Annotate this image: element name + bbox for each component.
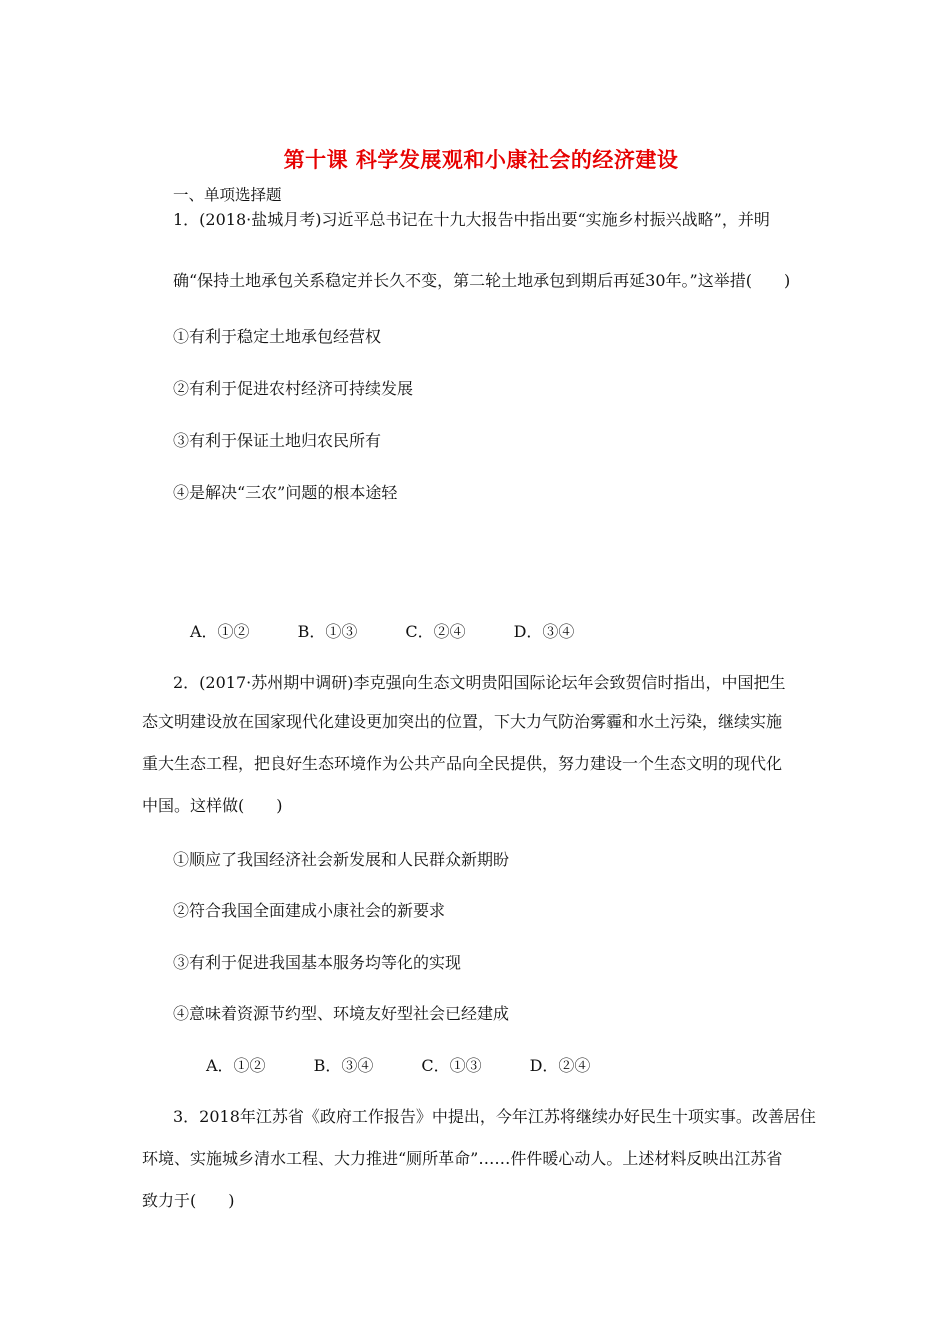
question-2-line-3: 重大生态工程，把良好生态环境作为公共产品向全民提供，努力建设一个生态文明的现代化	[142, 754, 783, 773]
question-3-line-2: 环境、实施城乡清水工程、大力推进“厕所革命”……件件暖心动人。上述材料反映出江苏省	[142, 1149, 783, 1168]
question-2-option-1: ①顺应了我国经济社会新发展和人民群众新期盼	[173, 850, 510, 869]
question-2-option-2: ②符合我国全面建成小康社会的新要求	[173, 901, 446, 920]
question-2-choice-a: A．①②	[206, 1056, 266, 1075]
page-title: 第十课 科学发展观和小康社会的经济建设	[283, 147, 679, 172]
section-heading: 一、单项选择题	[173, 186, 282, 204]
question-2-line-1: 2．(2017·苏州期中调研)李克强向生态文明贵阳国际论坛年会致贺信时指出，中国把生	[173, 673, 786, 692]
question-1-choice-c: C．②④	[405, 622, 466, 641]
question-1-line-1: 1．(2018·盐城月考)习近平总书记在十九大报告中指出要“实施乡村振兴战略”，并明	[173, 210, 770, 229]
question-2-line-2: 态文明建设放在国家现代化建设更加突出的位置，下大力气防治雾霾和水土污染，继续实施	[142, 712, 783, 731]
question-1-choice-a: A．①②	[190, 622, 250, 641]
question-2-choices	[206, 1053, 638, 1076]
question-1-option-2: ②有利于促进农村经济可持续发展	[173, 379, 414, 398]
question-2-choice-c: C．①③	[421, 1056, 482, 1075]
question-2-line-4: 中国。这样做( )	[142, 796, 283, 815]
question-1-choice-d: D．③④	[513, 622, 575, 641]
question-1-option-4: ④是解决“三农”问题的根本途轻	[173, 483, 398, 502]
question-3-line-3: 致力于( )	[142, 1191, 235, 1210]
question-2-choice-b: B．③④	[313, 1056, 374, 1075]
question-2-option-4: ④意味着资源节约型、环境友好型社会已经建成	[173, 1004, 510, 1023]
question-1-choices	[190, 619, 622, 642]
question-1-choice-b: B．①③	[297, 622, 358, 641]
question-1-option-3: ③有利于保证土地归农民所有	[173, 431, 382, 450]
question-1-option-1: ①有利于稳定土地承包经营权	[173, 327, 382, 346]
question-1-line-2: 确“保持土地承包关系稳定并长久不变，第二轮土地承包到期后再延30年。”这举措( )	[173, 271, 791, 290]
question-2-choice-d: D．②④	[529, 1056, 591, 1075]
question-3-line-1: 3．2018年江苏省《政府工作报告》中提出，今年江苏将继续办好民生十项实事。改善居住	[173, 1107, 816, 1126]
question-2-option-3: ③有利于促进我国基本服务均等化的实现	[173, 953, 462, 972]
